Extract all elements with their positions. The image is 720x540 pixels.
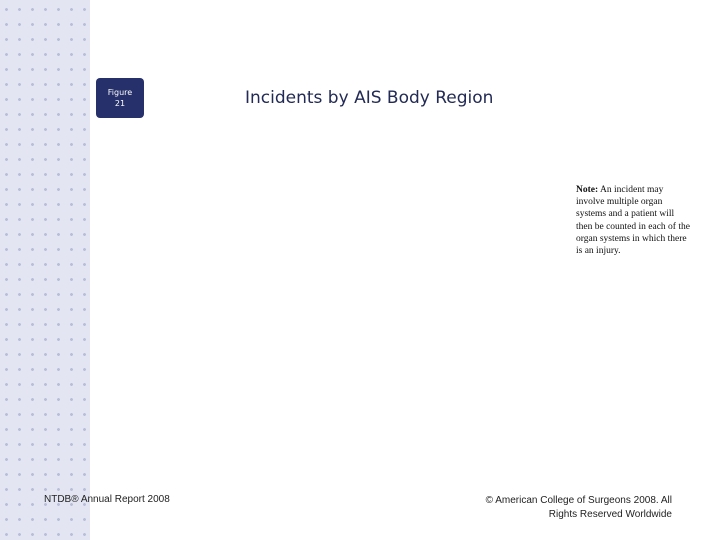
decorative-dot-sidebar	[0, 0, 90, 540]
note-body: An incident may involve multiple organ systems and a patient will then be counted in each of the organ systems in which there is an injury.	[576, 185, 690, 257]
note-label: Note:	[576, 185, 599, 195]
footer-copyright-line1: © American College of Surgeons 2008. All	[485, 495, 672, 506]
footer-copyright	[470, 494, 672, 522]
footer-report-name: NTDB® Annual Report 2008	[44, 494, 170, 505]
figure-number: 21	[114, 99, 126, 108]
figure-badge	[96, 78, 144, 118]
figure-label: Figure	[107, 88, 133, 97]
footer-copyright-line2: Rights Reserved Worldwide	[548, 509, 672, 520]
note-text	[576, 184, 692, 257]
page-title: Incidents by AIS Body Region	[245, 88, 494, 108]
